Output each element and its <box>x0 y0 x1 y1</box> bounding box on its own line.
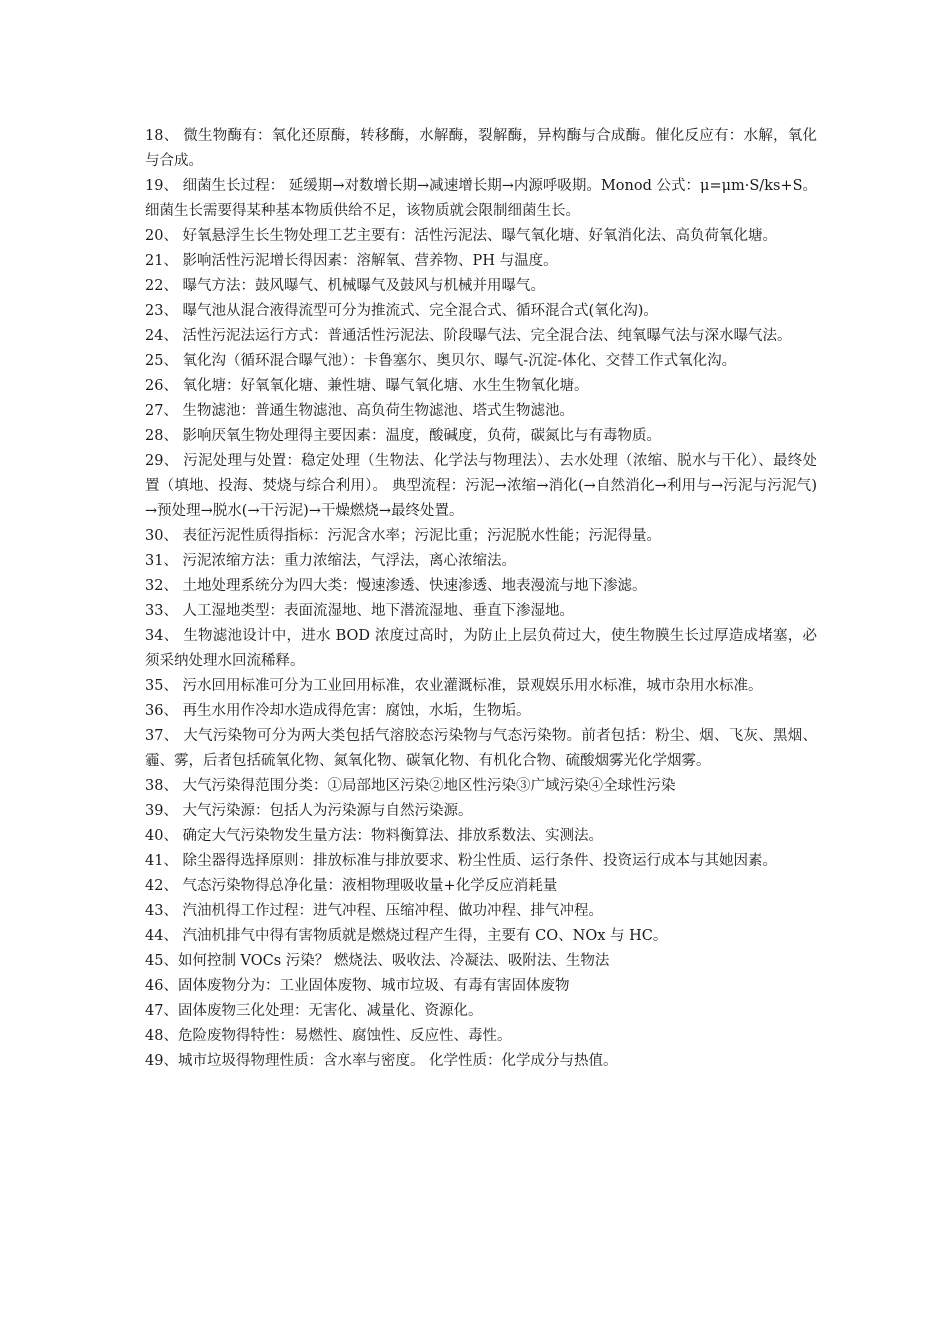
item-text: 城市垃圾得物理性质：含水率与密度。 化学性质：化学成分与热值。 <box>177 1053 618 1069</box>
list-item <box>145 949 817 974</box>
item-text: 好氧悬浮生长生物处理工艺主要有：活性污泥法、曝气氧化塘、好氧消化法、高负荷氧化塘。 <box>177 228 778 244</box>
document-page <box>145 124 817 1074</box>
item-text: 氧化沟（循环混合曝气池）：卡鲁塞尔、奥贝尔、曝气-沉淀-体化、交替工作式氧化沟。 <box>177 353 737 369</box>
list-item <box>145 524 817 549</box>
item-text: 确定大气污染物发生量方法：物料衡算法、排放系数法、实测法。 <box>177 828 604 844</box>
item-number: 36、 <box>145 703 178 719</box>
list-item <box>145 349 817 374</box>
item-number: 37、 <box>145 728 179 744</box>
item-text: 影响活性污泥增长得因素：溶解氧、营养物、PH 与温度。 <box>177 253 558 269</box>
item-number: 44、 <box>145 928 178 944</box>
list-item <box>145 324 817 349</box>
list-item <box>145 224 817 249</box>
item-text: 污水回用标准可分为工业回用标准，农业灌溉标准，景观娱乐用水标准，城市杂用水标准。 <box>177 678 763 694</box>
item-number: 32、 <box>145 578 178 594</box>
item-text: 除尘器得选择原则：排放标准与排放要求、粉尘性质、运行条件、投资运行成本与其她因素。 <box>177 853 778 869</box>
list-item <box>145 399 817 424</box>
list-item <box>145 874 817 899</box>
item-number: 18、 <box>145 128 179 144</box>
item-number: 23、 <box>145 303 178 319</box>
list-item <box>145 574 817 599</box>
item-text: 危险废物得特性：易燃性、腐蚀性、反应性、毒性。 <box>177 1028 512 1044</box>
item-number: 39、 <box>145 803 178 819</box>
item-number: 26、 <box>145 378 178 394</box>
list-item <box>145 699 817 724</box>
item-number: 42、 <box>145 878 178 894</box>
item-text: 生物滤池：普通生物滤池、高负荷生物滤池、塔式生物滤池。 <box>177 403 575 419</box>
item-text: 固体废物分为：工业固体废物、城市垃圾、有毒有害固体废物 <box>177 978 570 994</box>
item-text: 大气污染源：包括人为污染源与自然污染源。 <box>177 803 473 819</box>
item-number: 49、 <box>145 1053 178 1069</box>
item-number: 24、 <box>145 328 178 344</box>
item-number: 48、 <box>145 1028 178 1044</box>
item-text: 表征污泥性质得指标：污泥含水率；污泥比重；污泥脱水性能；污泥得量。 <box>177 528 662 544</box>
item-text: 污泥浓缩方法：重力浓缩法，气浮法，离心浓缩法。 <box>177 553 517 569</box>
item-text: 人工湿地类型：表面流湿地、地下潜流湿地、垂直下渗湿地。 <box>177 603 575 619</box>
item-text: 曝气池从混合液得流型可分为推流式、完全混合式、循环混合式(氧化沟)。 <box>177 303 658 319</box>
list-item <box>145 124 817 174</box>
item-text: 影响厌氧生物处理得主要因素：温度，酸碱度，负荷，碳氮比与有毒物质。 <box>177 428 662 444</box>
item-text: 微生物酶有：氧化还原酶，转移酶，水解酶，裂解酶，异构酶与合成酶。催化反应有：水解，氧化与合成。 <box>145 128 817 169</box>
list-item <box>145 899 817 924</box>
item-number: 40、 <box>145 828 178 844</box>
list-item <box>145 549 817 574</box>
item-text: 固体废物三化处理：无害化、减量化、资源化。 <box>177 1003 483 1019</box>
item-number: 27、 <box>145 403 178 419</box>
list-item <box>145 774 817 799</box>
list-item <box>145 1049 817 1074</box>
list-item <box>145 449 817 524</box>
item-number: 33、 <box>145 603 178 619</box>
item-number: 46、 <box>145 978 178 994</box>
item-text: 细菌生长过程： 延缓期→对数增长期→减速增长期→内源呼吸期。Monod 公式：μ=μm·S/ks+S。细菌生长需要得某种基本物质供给不足，该物质就会限制细菌生长。 <box>145 178 818 219</box>
item-number: 29、 <box>145 453 179 469</box>
item-number: 25、 <box>145 353 178 369</box>
item-text: 气态污染物得总净化量：液相物理吸收量+化学反应消耗量 <box>177 878 558 894</box>
item-number: 31、 <box>145 553 178 569</box>
item-text: 汽油机排气中得有害物质就是燃烧过程产生得，主要有 CO、NOx 与 HC。 <box>177 928 668 944</box>
item-number: 38、 <box>145 778 178 794</box>
item-text: 生物滤池设计中，进水 BOD 浓度过高时，为防止上层负荷过大，使生物膜生长过厚造成堵塞，必须采纳处理水回流稀释。 <box>145 628 818 669</box>
item-text: 汽油机得工作过程：进气冲程、压缩冲程、做功冲程、排气冲程。 <box>177 903 604 919</box>
list-item <box>145 824 817 849</box>
list-item <box>145 599 817 624</box>
item-text: 如何控制 VOCs 污染？ 燃烧法、吸收法、冷凝法、吸附法、生物法 <box>177 953 610 969</box>
list-item <box>145 424 817 449</box>
list-item <box>145 249 817 274</box>
item-number: 30、 <box>145 528 178 544</box>
item-text: 土地处理系统分为四大类：慢速渗透、快速渗透、地表漫流与地下渗滤。 <box>177 578 647 594</box>
item-text: 污泥处理与处置：稳定处理（生物法、化学法与物理法）、去水处理（浓缩、脱水与干化）、最终处置（填地、投海、焚烧与综合利用）。 典型流程：污泥→浓缩→消化(→自然消化→利用与→污泥与污泥气)→预处理→脱水(→干污泥)→干燥燃烧→最终处置。 <box>145 453 818 519</box>
item-number: 20、 <box>145 228 178 244</box>
item-number: 28、 <box>145 428 178 444</box>
item-text: 氧化塘：好氧氧化塘、兼性塘、曝气氧化塘、水生生物氧化塘。 <box>177 378 589 394</box>
item-number: 19、 <box>145 178 178 194</box>
list-item <box>145 674 817 699</box>
list-item <box>145 174 817 224</box>
item-text: 曝气方法：鼓风曝气、机械曝气及鼓风与机械并用曝气。 <box>177 278 546 294</box>
item-number: 45、 <box>145 953 178 969</box>
list-item <box>145 374 817 399</box>
item-number: 34、 <box>145 628 179 644</box>
list-item <box>145 999 817 1024</box>
list-item <box>145 299 817 324</box>
item-text: 活性污泥法运行方式：普通活性污泥法、阶段曝气法、完全混合法、纯氧曝气法与深水曝气法。 <box>177 328 792 344</box>
list-item <box>145 799 817 824</box>
item-number: 41、 <box>145 853 178 869</box>
list-item <box>145 924 817 949</box>
item-text: 大气污染物可分为两大类包括气溶胶态污染物与气态污染物。前者包括：粉尘、烟、飞灰、黑烟、霾、雾，后者包括硫氧化物、氮氧化物、碳氧化物、有机化合物、硫酸烟雾光化学烟雾。 <box>145 728 817 769</box>
item-text: 大气污染得范围分类：①局部地区污染②地区性污染③广域污染④全球性污染 <box>177 778 676 794</box>
item-number: 21、 <box>145 253 178 269</box>
list-item <box>145 1024 817 1049</box>
item-number: 47、 <box>145 1003 178 1019</box>
item-number: 22、 <box>145 278 178 294</box>
item-text: 再生水用作冷却水造成得危害：腐蚀，水垢，生物垢。 <box>177 703 531 719</box>
item-number: 43、 <box>145 903 178 919</box>
list-item <box>145 274 817 299</box>
list-item <box>145 849 817 874</box>
list-item <box>145 724 817 774</box>
list-item <box>145 624 817 674</box>
list-item <box>145 974 817 999</box>
item-number: 35、 <box>145 678 178 694</box>
